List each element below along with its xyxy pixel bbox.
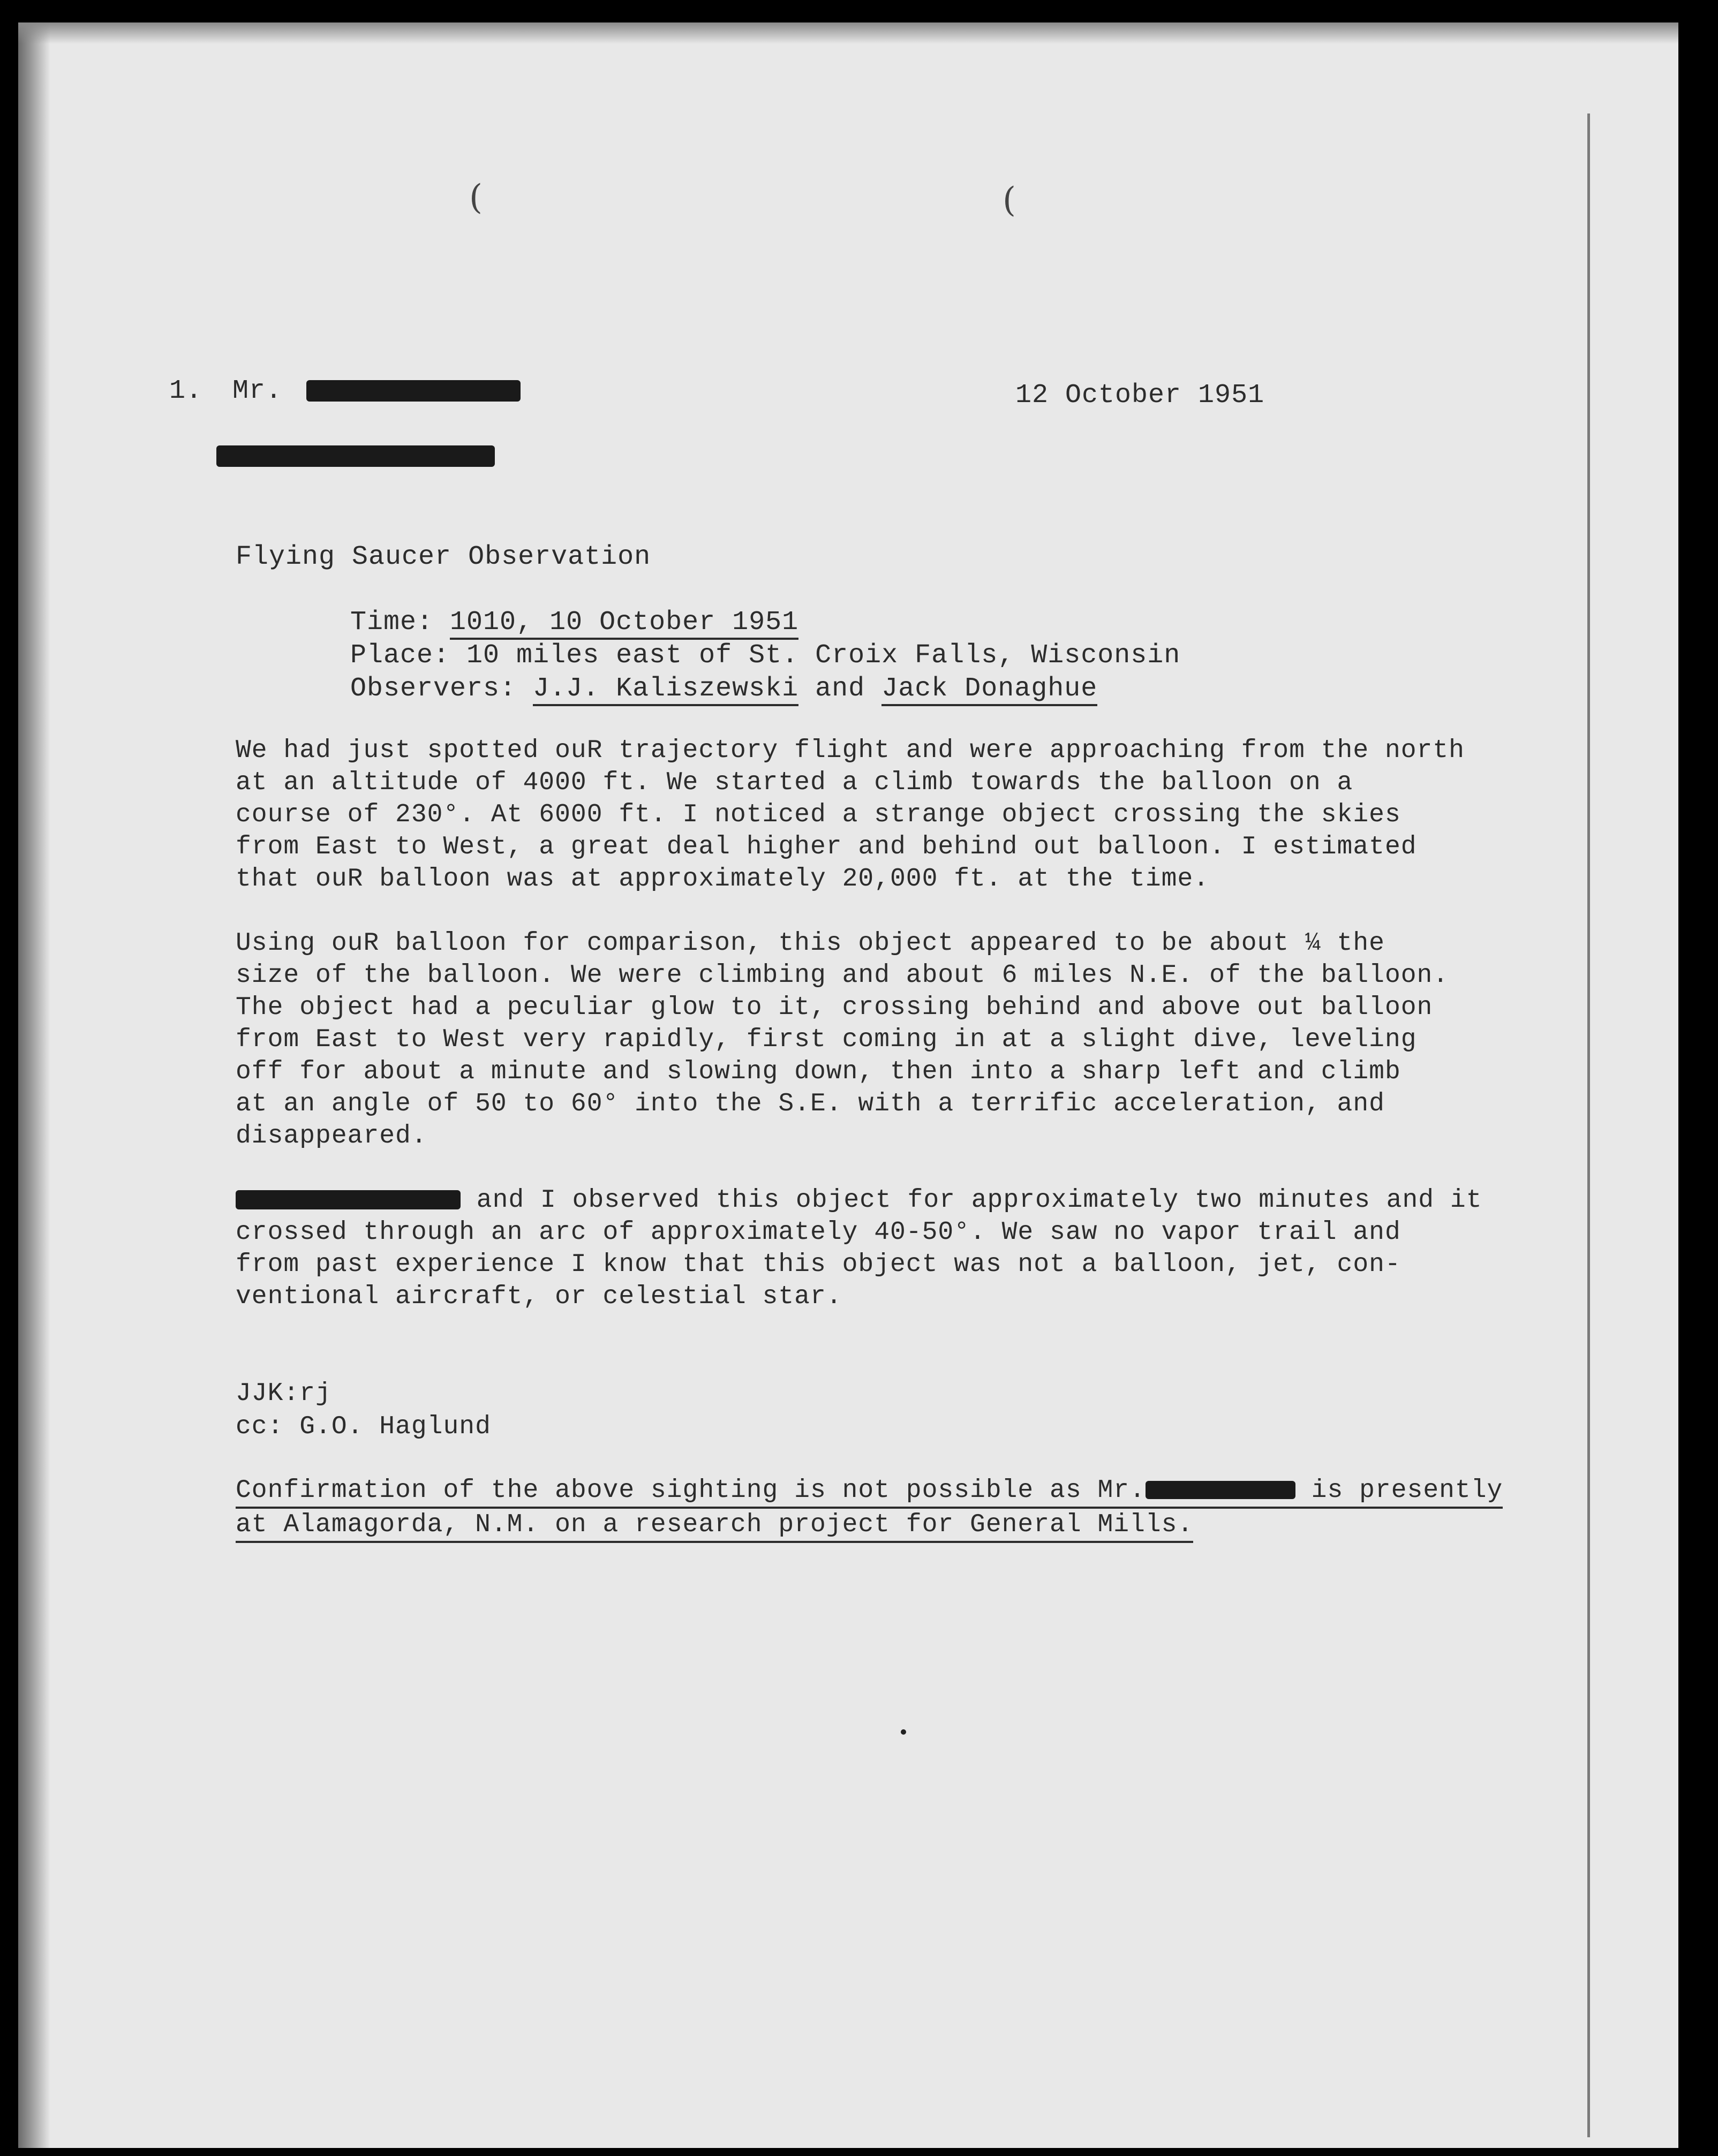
place-row bbox=[350, 639, 1180, 672]
confirmation-line-1b: is presently bbox=[1295, 1476, 1503, 1505]
typist-initials: JJK:rj bbox=[236, 1379, 331, 1408]
confirmation-note bbox=[236, 1474, 1574, 1543]
sender-line bbox=[216, 445, 495, 467]
paragraph-1: We had just spotted ouR trajectory flight and were approaching from the north at an altitude of 4000 ft. We started a climb towards the balloon on a course of 230°. At 6000 ft. I noticed a strange object crossing the skies from East to West, a great deal higher and behind out balloon. I estimated that ouR balloon was at approximately 20,000 ft. at the time. bbox=[236, 736, 1465, 894]
addressee-line bbox=[232, 376, 521, 406]
stray-mark-right: ( bbox=[1003, 180, 1016, 220]
signature-block bbox=[236, 1377, 491, 1443]
place-value: 10 miles east of St. Croix Falls, Wisconsin bbox=[466, 640, 1181, 671]
redaction-confirmation-name bbox=[1146, 1481, 1295, 1499]
time-value: 1010, 10 October 1951 bbox=[450, 607, 798, 640]
item-number: 1. bbox=[169, 376, 203, 406]
paragraph-2: Using ouR balloon for comparison, this object appeared to be about ¼ the size of the balloon. We were climbing and about 6 miles N.E. of the balloon. The object had a peculiar glow to it, crossing behind and above out balloon from East to West very rapidly, first coming in at a slight dive, leveling off for about a minute and slowing down, then into a sharp left and climb at an angle of 50 to 60° into the S.E. with a terrific acceleration, and disappeared. bbox=[236, 929, 1449, 1151]
paragraph-3-text: and I observed this object for approximately two minutes and it crossed through an arc of approximately 40-50°. We saw no vapor trail and from past experience I know that this object was not a balloon, jet, con- ventional aircraft, or celestial star. bbox=[236, 1186, 1482, 1311]
confirmation-line-2: at Alamagorda, N.M. on a research project for General Mills. bbox=[236, 1509, 1193, 1543]
carbon-copy: cc: G.O. Haglund bbox=[236, 1412, 491, 1441]
stray-mark-left: ( bbox=[469, 178, 483, 217]
margin-line bbox=[1587, 114, 1590, 2137]
time-label: Time: bbox=[350, 607, 434, 638]
observers-and: and bbox=[815, 674, 865, 704]
place-label: Place: bbox=[350, 640, 450, 671]
confirmation-line-1a: Confirmation of the above sighting is not possible as Mr. bbox=[236, 1476, 1146, 1505]
redaction-observer-name bbox=[236, 1190, 461, 1209]
observer-2: Jack Donaghue bbox=[881, 674, 1097, 706]
scan-edge-left bbox=[18, 22, 50, 2148]
time-row bbox=[350, 606, 1180, 639]
confirmation-line-1 bbox=[236, 1474, 1503, 1509]
redaction-sender bbox=[216, 445, 495, 467]
memo-date: 12 October 1951 bbox=[1015, 380, 1265, 411]
document-page bbox=[18, 22, 1678, 2148]
observers-label: Observers: bbox=[350, 674, 517, 704]
stray-dot bbox=[901, 1729, 906, 1735]
addressee-prefix: Mr. bbox=[232, 376, 283, 406]
observation-details bbox=[350, 606, 1180, 706]
memo-subject: Flying Saucer Observation bbox=[236, 542, 651, 572]
scan-edge-top bbox=[18, 22, 1678, 44]
observers-row bbox=[350, 672, 1180, 706]
redaction-addressee bbox=[306, 380, 521, 402]
paragraph-3 bbox=[236, 1184, 1521, 1313]
observer-1: J.J. Kaliszewski bbox=[533, 674, 798, 706]
